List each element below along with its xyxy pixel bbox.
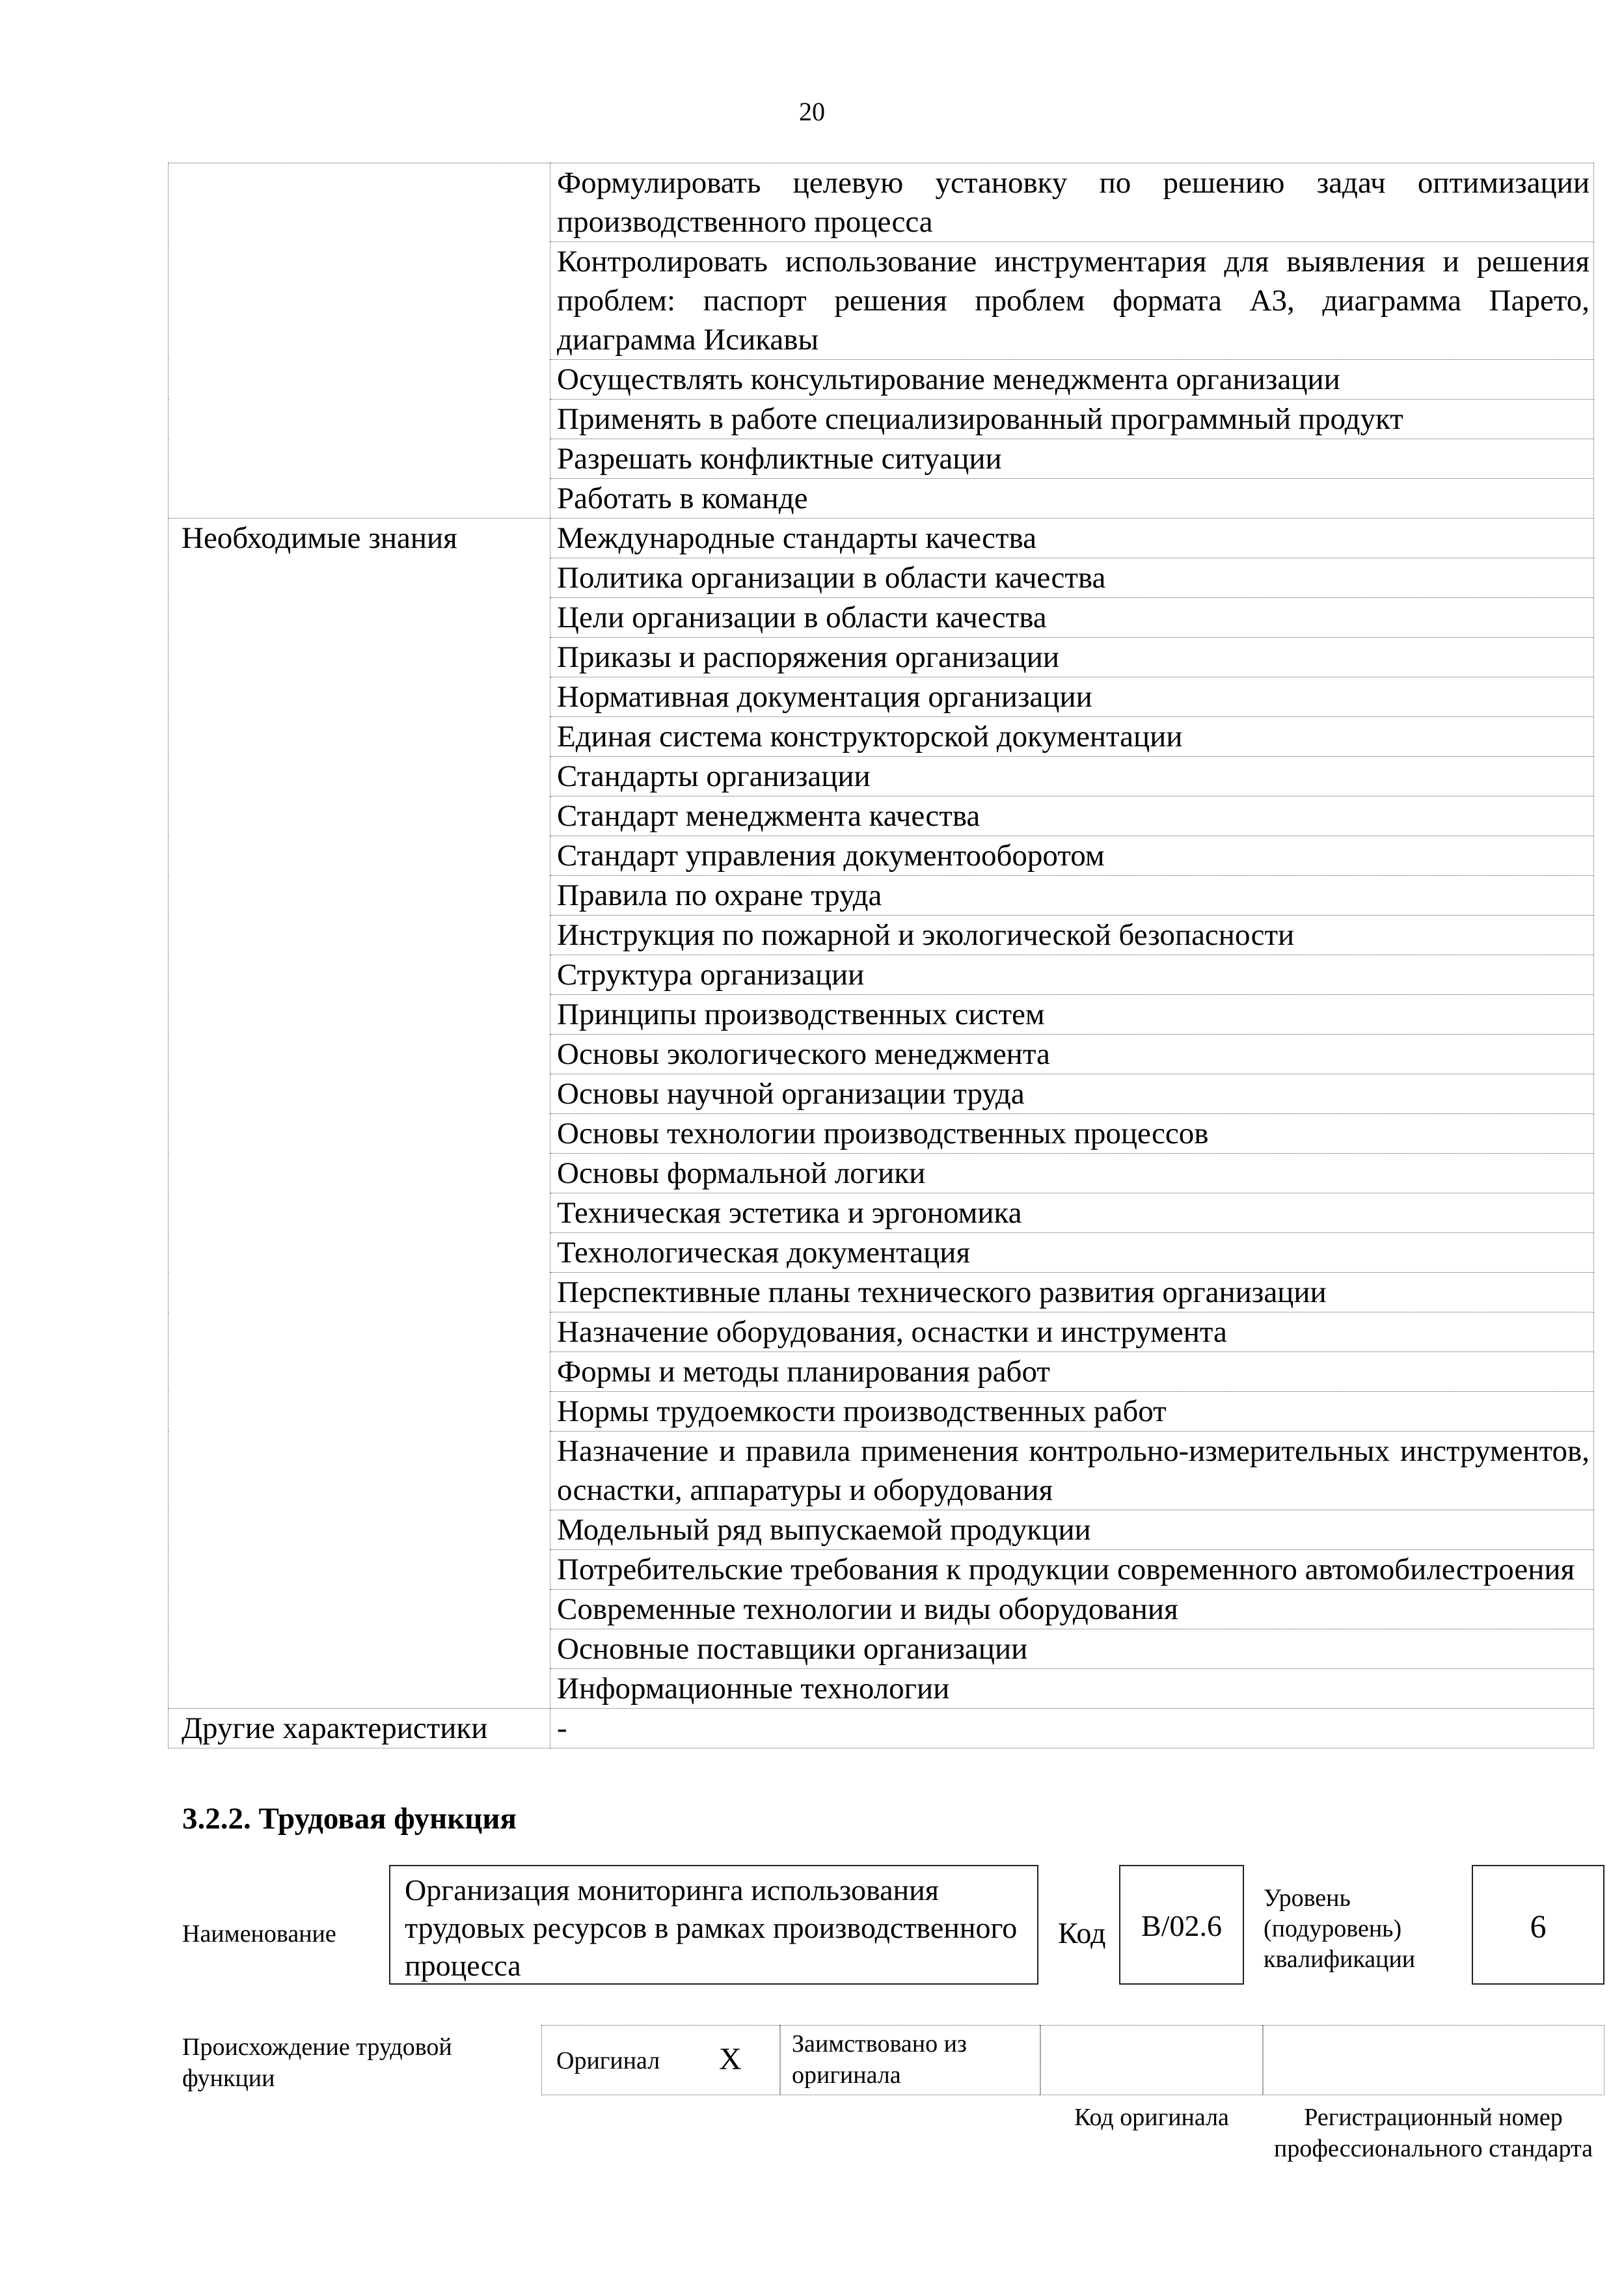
- origin-label: Происхождение трудовой функции: [182, 2033, 452, 2092]
- code-original-caption: Код оригинала: [1074, 2104, 1229, 2131]
- requirement-item: Правила по охране труда: [550, 876, 1594, 916]
- requirement-item: Осуществлять консультирование менеджмента организации: [550, 360, 1594, 400]
- requirement-item: Применять в работе специализированный программный продукт: [550, 400, 1594, 439]
- requirement-item: Цели организации в области качества: [550, 598, 1594, 638]
- table-row: [169, 1709, 1594, 1748]
- skills-label-cell: [169, 163, 550, 519]
- reg-number-caption: Регистрационный номер профессионального стандарта: [1274, 2104, 1593, 2162]
- requirement-item: Разрешать конфликтные ситуации: [550, 439, 1594, 479]
- requirement-item: Перспективные планы технического развития организации: [550, 1273, 1594, 1312]
- requirement-item: Современные технологии и виды оборудования: [550, 1590, 1594, 1629]
- knowledge-label: Необходимые знания: [169, 519, 550, 1709]
- function-name-value: Организация мониторинга использования трудовых ресурсов в рамках производственного процесса: [405, 1873, 1018, 1982]
- requirements-table: [168, 163, 1594, 1748]
- requirement-item: Основы формальной логики: [550, 1154, 1594, 1193]
- other-characteristics-label: Другие характеристики: [169, 1709, 550, 1748]
- page-number: 20: [799, 97, 825, 126]
- requirement-item: Контролировать использование инструментария для выявления и решения проблем: паспорт решения проблем формата А3, диаграмма Парето, диаграмма Исикавы: [550, 242, 1594, 360]
- requirement-item: Информационные технологии: [550, 1669, 1594, 1709]
- borrowed-cell: [779, 2025, 1041, 2095]
- requirement-item: -: [550, 1709, 1594, 1748]
- requirement-item: Назначение оборудования, оснастки и инструмента: [550, 1312, 1594, 1352]
- requirement-item: Политика организации в области качества: [550, 558, 1594, 598]
- level-value: 6: [1530, 1908, 1547, 1944]
- requirement-item: Основы технологии производственных процессов: [550, 1114, 1594, 1154]
- requirement-item: Основы научной организации труда: [550, 1074, 1594, 1114]
- requirement-item: Основные поставщики организации: [550, 1629, 1594, 1669]
- requirement-item: Потребительские требования к продукции современного автомобилестроения: [550, 1550, 1594, 1590]
- table-row: [169, 163, 1594, 242]
- requirement-item: Технологическая документация: [550, 1233, 1594, 1273]
- requirement-item: Инструкция по пожарной и экологической безопасности: [550, 916, 1594, 955]
- requirement-item: Структура организации: [550, 955, 1594, 995]
- requirement-item: Международные стандарты качества: [550, 519, 1594, 558]
- code-value: В/02.6: [1141, 1909, 1222, 1942]
- code-original-cell: [1040, 2025, 1264, 2095]
- requirement-item: Формы и методы планирования работ: [550, 1352, 1594, 1392]
- requirement-item: Модельный ряд выпускаемой продукции: [550, 1510, 1594, 1550]
- code-value-box: [1119, 1865, 1244, 1985]
- code-label: Код: [1058, 1916, 1106, 1949]
- requirement-item: Стандарты организации: [550, 757, 1594, 796]
- requirement-item: Стандарт менеджмента качества: [550, 796, 1594, 836]
- requirement-item: Единая система конструкторской документации: [550, 717, 1594, 757]
- name-label: Наименование: [182, 1920, 336, 1948]
- borrowed-label: Заимствовано из оригинала: [792, 2030, 967, 2089]
- requirement-item: Работать в команде: [550, 479, 1594, 519]
- level-value-box: [1472, 1865, 1604, 1985]
- table-row: [169, 519, 1594, 558]
- requirement-item: Основы экологического менеджмента: [550, 1035, 1594, 1074]
- requirement-item: Стандарт управления документооборотом: [550, 836, 1594, 876]
- requirement-item: Формулировать целевую установку по решению задач оптимизации производственного процесса: [550, 163, 1594, 242]
- level-label: Уровень (подуровень) квалификации: [1264, 1884, 1416, 1973]
- reg-number-cell: [1262, 2025, 1604, 2095]
- section-title: 3.2.2. Трудовая функция: [182, 1802, 517, 1836]
- original-mark: X: [719, 2042, 742, 2076]
- function-name-box: [389, 1865, 1038, 1985]
- requirement-item: Назначение и правила применения контрольно-измерительных инструментов, оснастки, аппаратуры и оборудования: [550, 1432, 1594, 1510]
- original-cell: [541, 2025, 781, 2095]
- requirement-item: Приказы и распоряжения организации: [550, 638, 1594, 677]
- original-label: Оригинал: [556, 2047, 660, 2074]
- requirement-item: Принципы производственных систем: [550, 995, 1594, 1035]
- requirement-item: Нормативная документация организации: [550, 677, 1594, 717]
- requirement-item: Техническая эстетика и эргономика: [550, 1193, 1594, 1233]
- requirement-item: Нормы трудоемкости производственных работ: [550, 1392, 1594, 1432]
